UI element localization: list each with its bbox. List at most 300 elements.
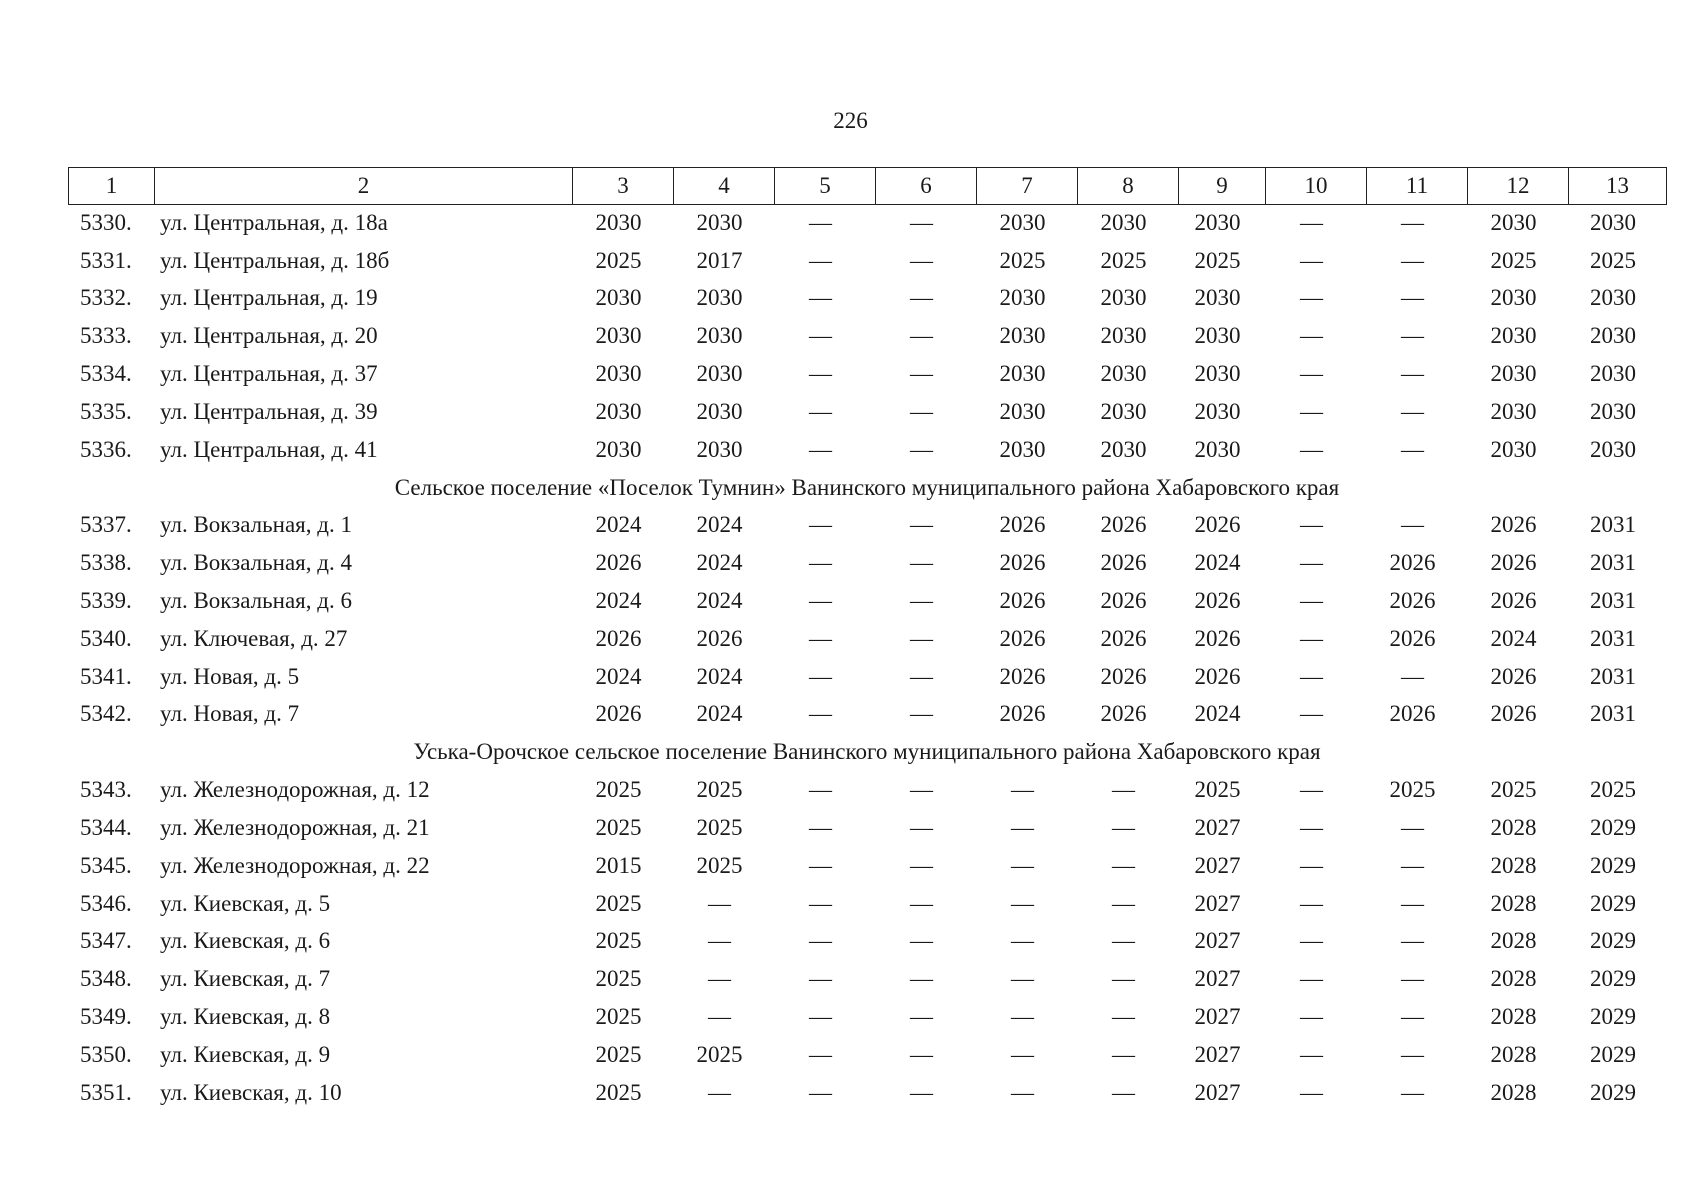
column-header: 5 [775, 168, 876, 205]
value-cell: — [1401, 1079, 1424, 1105]
address-cell: ул. Железнодорожная, д. 22 [160, 852, 430, 878]
value-cell: 2030 [595, 436, 642, 462]
value-cell: — [1401, 209, 1424, 235]
value-cell: — [809, 588, 832, 614]
value-cell: — [1401, 323, 1424, 349]
value-cell: 2026 [1389, 625, 1436, 651]
value-cell: — [1300, 588, 1323, 614]
value-cell: 2024 [595, 512, 642, 538]
value-cell: 2025 [595, 1041, 642, 1067]
value-cell: — [1401, 361, 1424, 387]
value-cell: 2030 [1194, 398, 1241, 424]
value-cell: 2030 [696, 285, 743, 311]
table-row [68, 582, 1666, 620]
value-cell: — [809, 777, 832, 803]
value-cell: 2025 [595, 777, 642, 803]
value-cell: 2024 [1194, 701, 1241, 727]
value-cell: — [1011, 777, 1034, 803]
value-cell: 2027 [1194, 1041, 1241, 1067]
value-cell: — [1300, 361, 1323, 387]
value-cell: 2025 [1194, 777, 1241, 803]
value-cell: 2030 [1100, 285, 1147, 311]
value-cell: 2029 [1590, 815, 1636, 841]
value-cell: — [910, 323, 933, 349]
address-cell: ул. Ключевая, д. 27 [160, 625, 348, 651]
value-cell: — [910, 285, 933, 311]
value-cell: 2026 [1490, 663, 1537, 689]
address-cell: ул. Железнодорожная, д. 12 [160, 777, 430, 803]
value-cell: 2030 [999, 285, 1046, 311]
table-row [68, 960, 1666, 998]
value-cell: 2026 [1194, 588, 1241, 614]
value-cell: 2027 [1194, 928, 1241, 954]
value-cell: — [809, 512, 832, 538]
row-number: 5333. [80, 323, 132, 349]
value-cell: 2024 [1490, 625, 1537, 651]
value-cell: — [1401, 436, 1424, 462]
column-header-row [69, 168, 1667, 205]
value-cell: — [910, 1041, 933, 1067]
column-header-table [68, 167, 1667, 205]
value-cell: — [809, 398, 832, 424]
value-cell: — [1401, 852, 1424, 878]
value-cell: — [1011, 928, 1034, 954]
value-cell: 2030 [1490, 323, 1537, 349]
value-cell: 2025 [696, 815, 743, 841]
table-row [68, 620, 1666, 658]
value-cell: 2026 [1389, 588, 1436, 614]
column-header: 13 [1569, 168, 1667, 205]
value-cell: 2026 [999, 663, 1046, 689]
value-cell: 2030 [696, 323, 743, 349]
column-header: 6 [876, 168, 977, 205]
value-cell: 2030 [999, 323, 1046, 349]
row-number: 5334. [80, 361, 132, 387]
value-cell: 2026 [595, 625, 642, 651]
value-cell: 2026 [999, 701, 1046, 727]
value-cell: 2029 [1590, 1004, 1636, 1030]
address-cell: ул. Центральная, д. 20 [160, 323, 378, 349]
value-cell: — [809, 550, 832, 576]
value-cell: 2031 [1590, 701, 1636, 727]
value-cell: 2030 [1194, 436, 1241, 462]
row-number: 5341. [80, 663, 132, 689]
value-cell: — [1300, 285, 1323, 311]
value-cell: 2030 [1194, 285, 1241, 311]
value-cell: 2029 [1590, 966, 1636, 992]
value-cell: — [1401, 890, 1424, 916]
row-number: 5332. [80, 285, 132, 311]
value-cell: — [910, 512, 933, 538]
column-header: 4 [674, 168, 775, 205]
row-number: 5331. [80, 247, 132, 273]
table-row [68, 923, 1666, 961]
value-cell: 2024 [696, 663, 743, 689]
row-number: 5343. [80, 777, 132, 803]
value-cell: — [1011, 1041, 1034, 1067]
value-cell: — [809, 1041, 832, 1067]
value-cell: — [809, 323, 832, 349]
table-row [68, 1074, 1666, 1112]
value-cell: 2030 [696, 361, 743, 387]
row-number: 5347. [80, 928, 132, 954]
value-cell: 2030 [1100, 361, 1147, 387]
value-cell: 2026 [999, 625, 1046, 651]
column-header: 8 [1078, 168, 1179, 205]
value-cell: — [1300, 1041, 1323, 1067]
address-cell: ул. Железнодорожная, д. 21 [160, 815, 430, 841]
value-cell: 2030 [1100, 398, 1147, 424]
column-header: 10 [1266, 168, 1367, 205]
value-cell: — [1401, 285, 1424, 311]
value-cell: — [1011, 890, 1034, 916]
value-cell: — [809, 890, 832, 916]
value-cell: — [910, 436, 933, 462]
value-cell: 2024 [696, 512, 743, 538]
value-cell: — [1112, 1004, 1135, 1030]
value-cell: — [1401, 247, 1424, 273]
value-cell: — [1112, 777, 1135, 803]
value-cell: 2028 [1490, 852, 1537, 878]
value-cell: 2028 [1490, 890, 1537, 916]
row-number: 5346. [80, 890, 132, 916]
value-cell: 2025 [696, 1041, 743, 1067]
address-cell: ул. Киевская, д. 7 [160, 966, 331, 992]
value-cell: — [1011, 1004, 1034, 1030]
value-cell: 2026 [1490, 512, 1537, 538]
value-cell: — [708, 1079, 731, 1105]
row-number: 5336. [80, 436, 132, 462]
address-cell: ул. Центральная, д. 39 [160, 398, 378, 424]
value-cell: — [1011, 815, 1034, 841]
value-cell: 2030 [1490, 209, 1537, 235]
value-cell: 2030 [1100, 436, 1147, 462]
address-cell: ул. Вокзальная, д. 4 [160, 550, 352, 576]
value-cell: — [1300, 323, 1323, 349]
value-cell: 2026 [1490, 550, 1537, 576]
value-cell: — [910, 890, 933, 916]
value-cell: 2031 [1590, 663, 1636, 689]
row-number: 5349. [80, 1004, 132, 1030]
value-cell: — [910, 361, 933, 387]
column-header: 7 [977, 168, 1078, 205]
value-cell: 2030 [1100, 209, 1147, 235]
value-cell: 2030 [1590, 323, 1636, 349]
value-cell: — [910, 815, 933, 841]
value-cell: — [809, 852, 832, 878]
address-cell: ул. Новая, д. 7 [160, 701, 300, 727]
value-cell: 2024 [696, 588, 743, 614]
value-cell: — [1300, 928, 1323, 954]
value-cell: 2029 [1590, 890, 1636, 916]
value-cell: 2025 [1490, 247, 1537, 273]
value-cell: — [1300, 815, 1323, 841]
value-cell: 2026 [1100, 663, 1147, 689]
value-cell: — [1300, 852, 1323, 878]
value-cell: — [1300, 550, 1323, 576]
value-cell: 2030 [1490, 398, 1537, 424]
value-cell: — [809, 966, 832, 992]
value-cell: 2030 [1490, 436, 1537, 462]
value-cell: — [1112, 852, 1135, 878]
value-cell: — [809, 247, 832, 273]
value-cell: — [809, 285, 832, 311]
value-cell: — [1300, 209, 1323, 235]
value-cell: 2025 [595, 1004, 642, 1030]
address-cell: ул. Центральная, д. 37 [160, 361, 378, 387]
value-cell: 2025 [595, 966, 642, 992]
table-row [68, 393, 1666, 431]
value-cell: — [809, 625, 832, 651]
value-cell: — [809, 209, 832, 235]
value-cell: 2026 [1100, 701, 1147, 727]
value-cell: 2026 [1490, 588, 1537, 614]
table-body [68, 204, 1666, 1112]
value-cell: — [910, 966, 933, 992]
value-cell: — [910, 398, 933, 424]
value-cell: — [910, 1079, 933, 1105]
value-cell: 2030 [595, 285, 642, 311]
value-cell: 2030 [1100, 323, 1147, 349]
table-row [68, 204, 1666, 242]
value-cell: 2030 [696, 209, 743, 235]
row-number: 5338. [80, 550, 132, 576]
value-cell: — [910, 928, 933, 954]
value-cell: 2028 [1490, 1079, 1537, 1105]
value-cell: 2026 [696, 625, 743, 651]
address-cell: ул. Центральная, д. 19 [160, 285, 378, 311]
value-cell: 2029 [1590, 1041, 1636, 1067]
column-header: 9 [1179, 168, 1266, 205]
value-cell: 2030 [595, 361, 642, 387]
value-cell: 2030 [1194, 361, 1241, 387]
value-cell: 2029 [1590, 852, 1636, 878]
value-cell: 2025 [595, 928, 642, 954]
table-row [68, 771, 1666, 809]
value-cell: 2026 [1389, 701, 1436, 727]
value-cell: — [1300, 436, 1323, 462]
value-cell: 2030 [595, 323, 642, 349]
value-cell: 2030 [595, 209, 642, 235]
value-cell: 2024 [696, 550, 743, 576]
value-cell: — [1401, 1004, 1424, 1030]
row-number: 5348. [80, 966, 132, 992]
value-cell: — [1300, 247, 1323, 273]
value-cell: 2030 [1490, 285, 1537, 311]
value-cell: 2030 [1194, 209, 1241, 235]
table-row [68, 885, 1666, 923]
value-cell: 2027 [1194, 815, 1241, 841]
address-cell: ул. Центральная, д. 18б [160, 247, 390, 273]
value-cell: 2026 [1100, 550, 1147, 576]
value-cell: 2026 [999, 512, 1046, 538]
value-cell: — [809, 436, 832, 462]
value-cell: — [1112, 966, 1135, 992]
row-number: 5350. [80, 1041, 132, 1067]
value-cell: 2026 [1194, 663, 1241, 689]
row-number: 5340. [80, 625, 132, 651]
value-cell: — [1112, 928, 1135, 954]
value-cell: — [1011, 852, 1034, 878]
value-cell: 2027 [1194, 1079, 1241, 1105]
value-cell: — [809, 928, 832, 954]
value-cell: 2026 [999, 550, 1046, 576]
address-cell: ул. Киевская, д. 8 [160, 1004, 331, 1030]
table-row [68, 280, 1666, 318]
value-cell: — [1401, 815, 1424, 841]
value-cell: — [910, 209, 933, 235]
value-cell: 2025 [1590, 777, 1636, 803]
value-cell: 2026 [1100, 512, 1147, 538]
value-cell: 2031 [1590, 625, 1636, 651]
value-cell: — [910, 247, 933, 273]
address-cell: ул. Центральная, д. 18а [160, 209, 388, 235]
value-cell: 2024 [1194, 550, 1241, 576]
value-cell: 2030 [1490, 361, 1537, 387]
value-cell: 2030 [595, 398, 642, 424]
row-number: 5330. [80, 209, 132, 235]
row-number: 5335. [80, 398, 132, 424]
section-title: Сельское поселение «Поселок Тумнин» Ванинского муниципального района Хабаровского края [394, 474, 1340, 500]
value-cell: — [910, 777, 933, 803]
value-cell: — [1300, 1079, 1323, 1105]
page-number: 226 [833, 108, 868, 133]
value-cell: 2025 [696, 852, 743, 878]
value-cell: — [1300, 512, 1323, 538]
value-cell: — [910, 588, 933, 614]
value-cell: 2024 [696, 701, 743, 727]
value-cell: 2025 [696, 777, 743, 803]
address-cell: ул. Киевская, д. 6 [160, 928, 331, 954]
column-header: 1 [69, 168, 155, 205]
value-cell: 2025 [999, 247, 1046, 273]
value-cell: 2030 [999, 361, 1046, 387]
value-cell: — [1300, 777, 1323, 803]
row-number: 5351. [80, 1079, 132, 1105]
value-cell: 2028 [1490, 966, 1537, 992]
value-cell: 2030 [1590, 361, 1636, 387]
address-cell: ул. Центральная, д. 41 [160, 436, 378, 462]
value-cell: — [1300, 625, 1323, 651]
value-cell: — [910, 663, 933, 689]
value-cell: — [1112, 1079, 1135, 1105]
value-cell: 2030 [999, 209, 1046, 235]
value-cell: — [809, 1079, 832, 1105]
column-header: 2 [155, 168, 573, 205]
table-row [68, 998, 1666, 1036]
row-number: 5339. [80, 588, 132, 614]
value-cell: — [1401, 663, 1424, 689]
value-cell: 2030 [999, 398, 1046, 424]
value-cell: — [809, 815, 832, 841]
value-cell: 2030 [1590, 398, 1636, 424]
value-cell: — [1300, 1004, 1323, 1030]
value-cell: — [809, 1004, 832, 1030]
value-cell: 2015 [595, 852, 642, 878]
value-cell: — [1401, 966, 1424, 992]
value-cell: 2030 [1590, 285, 1636, 311]
value-cell: 2028 [1490, 815, 1537, 841]
value-cell: — [1401, 398, 1424, 424]
value-cell: — [910, 1004, 933, 1030]
value-cell: 2025 [595, 1079, 642, 1105]
value-cell: 2027 [1194, 890, 1241, 916]
address-cell: ул. Вокзальная, д. 6 [160, 588, 352, 614]
value-cell: 2030 [696, 436, 743, 462]
value-cell: — [1401, 512, 1424, 538]
value-cell: 2028 [1490, 1004, 1537, 1030]
value-cell: — [809, 701, 832, 727]
value-cell: 2025 [595, 247, 642, 273]
value-cell: — [910, 625, 933, 651]
value-cell: 2026 [1194, 625, 1241, 651]
value-cell: — [1112, 1041, 1135, 1067]
table-row [68, 696, 1666, 734]
address-cell: ул. Вокзальная, д. 1 [160, 512, 352, 538]
column-header: 12 [1468, 168, 1569, 205]
address-cell: ул. Киевская, д. 9 [160, 1041, 331, 1067]
value-cell: 2025 [1389, 777, 1436, 803]
value-cell: 2027 [1194, 1004, 1241, 1030]
table-row [68, 544, 1666, 582]
value-cell: — [910, 852, 933, 878]
value-cell: 2031 [1590, 512, 1636, 538]
value-cell: 2017 [696, 247, 743, 273]
address-cell: ул. Новая, д. 5 [160, 663, 300, 689]
value-cell: 2027 [1194, 852, 1241, 878]
value-cell: 2026 [1100, 588, 1147, 614]
table-row [68, 847, 1666, 885]
value-cell: 2030 [999, 436, 1046, 462]
value-cell: 2027 [1194, 966, 1241, 992]
value-cell: — [1300, 966, 1323, 992]
value-cell: 2029 [1590, 1079, 1636, 1105]
value-cell: 2029 [1590, 928, 1636, 954]
table-row [68, 809, 1666, 847]
value-cell: — [1112, 815, 1135, 841]
value-cell: — [809, 361, 832, 387]
value-cell: — [1112, 890, 1135, 916]
value-cell: — [1401, 928, 1424, 954]
value-cell: — [809, 663, 832, 689]
value-cell: 2026 [1490, 701, 1537, 727]
value-cell: 2030 [696, 398, 743, 424]
address-cell: ул. Киевская, д. 5 [160, 890, 331, 916]
value-cell: 2026 [999, 588, 1046, 614]
table-row [68, 658, 1666, 696]
value-cell: — [910, 701, 933, 727]
table-row [68, 1036, 1666, 1074]
value-cell: 2026 [595, 550, 642, 576]
value-cell: — [1011, 966, 1034, 992]
value-cell: 2025 [1490, 777, 1537, 803]
value-cell: — [708, 1004, 731, 1030]
table-row [68, 242, 1666, 280]
value-cell: 2025 [1194, 247, 1241, 273]
address-cell: ул. Киевская, д. 10 [160, 1079, 342, 1105]
value-cell: — [910, 550, 933, 576]
value-cell: 2025 [1590, 247, 1636, 273]
row-number: 5344. [80, 815, 132, 841]
value-cell: 2031 [1590, 550, 1636, 576]
value-cell: — [1300, 398, 1323, 424]
value-cell: — [1401, 1041, 1424, 1067]
value-cell: — [1300, 701, 1323, 727]
value-cell: 2031 [1590, 588, 1636, 614]
value-cell: 2028 [1490, 1041, 1537, 1067]
table-row [68, 317, 1666, 355]
value-cell: 2028 [1490, 928, 1537, 954]
